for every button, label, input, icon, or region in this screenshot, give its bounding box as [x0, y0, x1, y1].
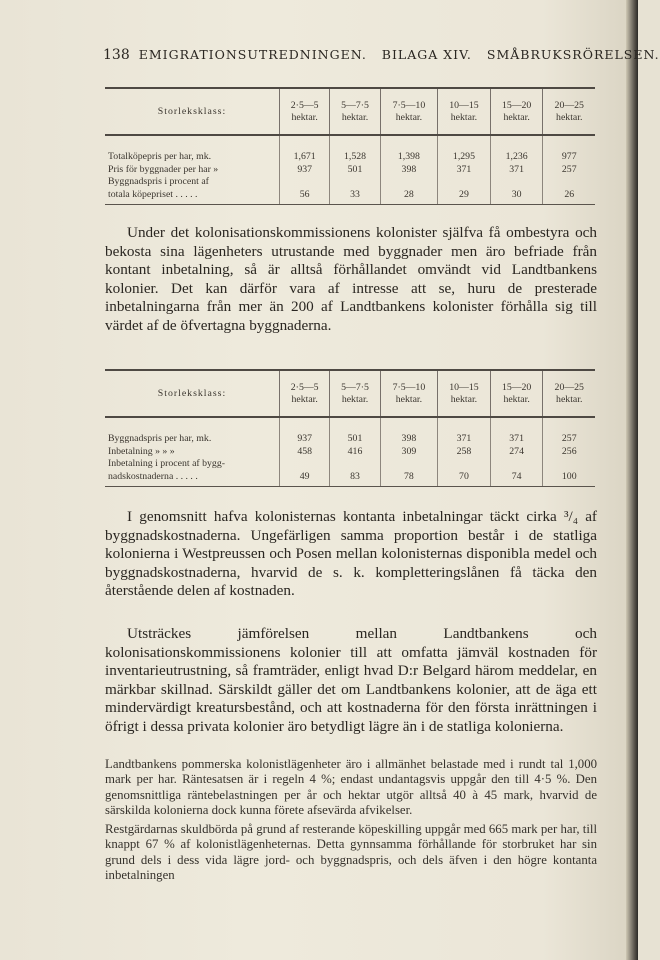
- body-paragraph: Utsträckes jämförelsen mellan Landtbankens och kolonisationskommissionens kolonier till att omfatta jämväl kostnaden för inventarieutrustning, så framträder, enligt hvad D:r Belgard härom meddelar, en märkbar skillnad. Särskildt gäller det om Landtbankens kolonier, att de äga ett mindervärdigt kreatursbestånd, och att kostnaderna för den första inrättningen i öfrigt i dessa privata kolonier äro betydligt lägre än i de statliga kolonierna.: [105, 625, 597, 735]
- header-section: SMÅBRUKSRÖRELSEN.: [486, 47, 660, 62]
- table-cell: 256: [543, 445, 595, 458]
- table-row: [105, 417, 595, 445]
- row-label: Pris för byggnader per har »: [108, 164, 219, 175]
- row-label: Inbetalning i procent af bygg- nadskostnaderna . . . . .: [105, 458, 280, 487]
- table-cell: 257: [543, 417, 595, 445]
- table-cell: 74: [490, 458, 543, 487]
- column-header: 7·5—10 hektar.: [380, 370, 437, 417]
- header-subtitle: BILAGA XIV.: [381, 47, 472, 62]
- price-table: [105, 87, 595, 205]
- column-header: 15—20 hektar.: [490, 370, 543, 417]
- table-cell: 26: [543, 176, 595, 205]
- table-cell: 1,398: [380, 135, 437, 163]
- column-header: 7·5—10 hektar.: [380, 88, 437, 135]
- running-header: [103, 47, 660, 63]
- small-print-paragraph: Landtbankens pommerska kolonistlägenheter äro i allmänhet belastade med i rundt tal 1,000 mark per har. Räntesatsen är i regeln 4 %; endast undantagsvis uppgår den till 4·5 %. Den genomsnittliga räntebelastningen per år och hektar utgör alltså 40 à 45 mark, hvarvid de särskilda kolonierna dock kunna förete afsevärda afvikelser.: [105, 757, 597, 818]
- table-cell: 416: [330, 445, 380, 458]
- column-header: 2·5—5 hektar.: [280, 370, 330, 417]
- table-row: [105, 135, 595, 163]
- row-label: Totalköpepris per har, mk.: [108, 151, 212, 162]
- table-cell: 371: [438, 417, 491, 445]
- table-cell: 1,295: [438, 135, 491, 163]
- table-cell: 83: [330, 458, 380, 487]
- table-cell: 49: [280, 458, 330, 487]
- column-header: 15—20 hektar.: [490, 88, 543, 135]
- table-cell: 501: [330, 163, 380, 176]
- page-number: 138: [103, 47, 130, 63]
- column-header: 20—25 hektar.: [543, 88, 595, 135]
- column-header: 10—15 hektar.: [438, 370, 491, 417]
- table-cell: 398: [380, 417, 437, 445]
- table-cell: 501: [330, 417, 380, 445]
- table-cell: 937: [280, 417, 330, 445]
- page-edge: [626, 0, 638, 960]
- table-cell: 70: [438, 458, 491, 487]
- table-cell: 274: [490, 445, 543, 458]
- table-cell: 28: [380, 176, 437, 205]
- column-header: 20—25 hektar.: [543, 370, 595, 417]
- table-cell: 371: [490, 417, 543, 445]
- table-cell: 398: [380, 163, 437, 176]
- table-cell: 56: [280, 176, 330, 205]
- body-paragraph: I genomsnitt hafva kolonisternas kontanta inbetalningar täckt cirka ³/₄ af byggnadskostnaderna. Ungefärligen samma proportion består i de statliga kolonierna i Westpreussen och Posen mellan kolonisternas disponibla medel och byggnadskostnaderna, hvarvid de s. k. kompletteringslånen få täcka den återstående delen af kostnaden.: [105, 508, 597, 600]
- row-label: Byggnadspris per har, mk.: [108, 433, 212, 444]
- column-header: 5—7·5 hektar.: [330, 370, 380, 417]
- payment-table: [105, 369, 595, 487]
- table-cell: 30: [490, 176, 543, 205]
- table-row: [105, 163, 595, 176]
- body-paragraph: Under det kolonisationskommissionens kolonister själfva få ombestyra och bekosta sina lägenheters utrustande med byggnader men äro befriade från kontant inbetalning, så är alltså förhållandet omvändt vid Landtbankens kolonier. Det kan därför vara af intresse att se, huru de presterade inbetalningarna från mer än 200 af Landtbankens kolonister förhålla sig till värdet af de öfvertagna byggnaderna.: [105, 224, 597, 334]
- table-cell: 371: [490, 163, 543, 176]
- column-header: Storleksklass:: [105, 370, 280, 417]
- table-cell: 1,528: [330, 135, 380, 163]
- header-title: EMIGRATIONSUTREDNINGEN.: [138, 47, 367, 62]
- row-label: Inbetalning » » »: [108, 446, 175, 457]
- column-header: 2·5—5 hektar.: [280, 88, 330, 135]
- column-header: Storleksklass:: [105, 88, 280, 135]
- small-print-paragraph: Restgärdarnas skuldbörda på grund af resterande köpeskilling uppgår med 665 mark per har, till knappt 67 % af kolonistlägenheternas. Detta gynnsamma förhållande för storbruket har sin grund dels i dess vida lägre jord- och byggnadspris, och dels äfven i den högre kontanta inbetalningen: [105, 822, 597, 883]
- column-header: 5—7·5 hektar.: [330, 88, 380, 135]
- table-cell: 100: [543, 458, 595, 487]
- table-cell: 937: [280, 163, 330, 176]
- table-cell: 78: [380, 458, 437, 487]
- table-cell: 257: [543, 163, 595, 176]
- table-header-row: [105, 370, 595, 417]
- table-cell: 371: [438, 163, 491, 176]
- row-label: Byggnadspris i procent af totala köpepriset . . . . .: [105, 176, 280, 205]
- table-cell: 33: [330, 176, 380, 205]
- table-cell: 258: [438, 445, 491, 458]
- table-row: [105, 445, 595, 458]
- table-cell: 29: [438, 176, 491, 205]
- table-header-row: [105, 88, 595, 135]
- table-cell: 977: [543, 135, 595, 163]
- column-header: 10—15 hektar.: [438, 88, 491, 135]
- table-row: [105, 458, 595, 487]
- table-row: [105, 176, 595, 205]
- table-cell: 458: [280, 445, 330, 458]
- table-cell: 309: [380, 445, 437, 458]
- table-cell: 1,236: [490, 135, 543, 163]
- table-cell: 1,671: [280, 135, 330, 163]
